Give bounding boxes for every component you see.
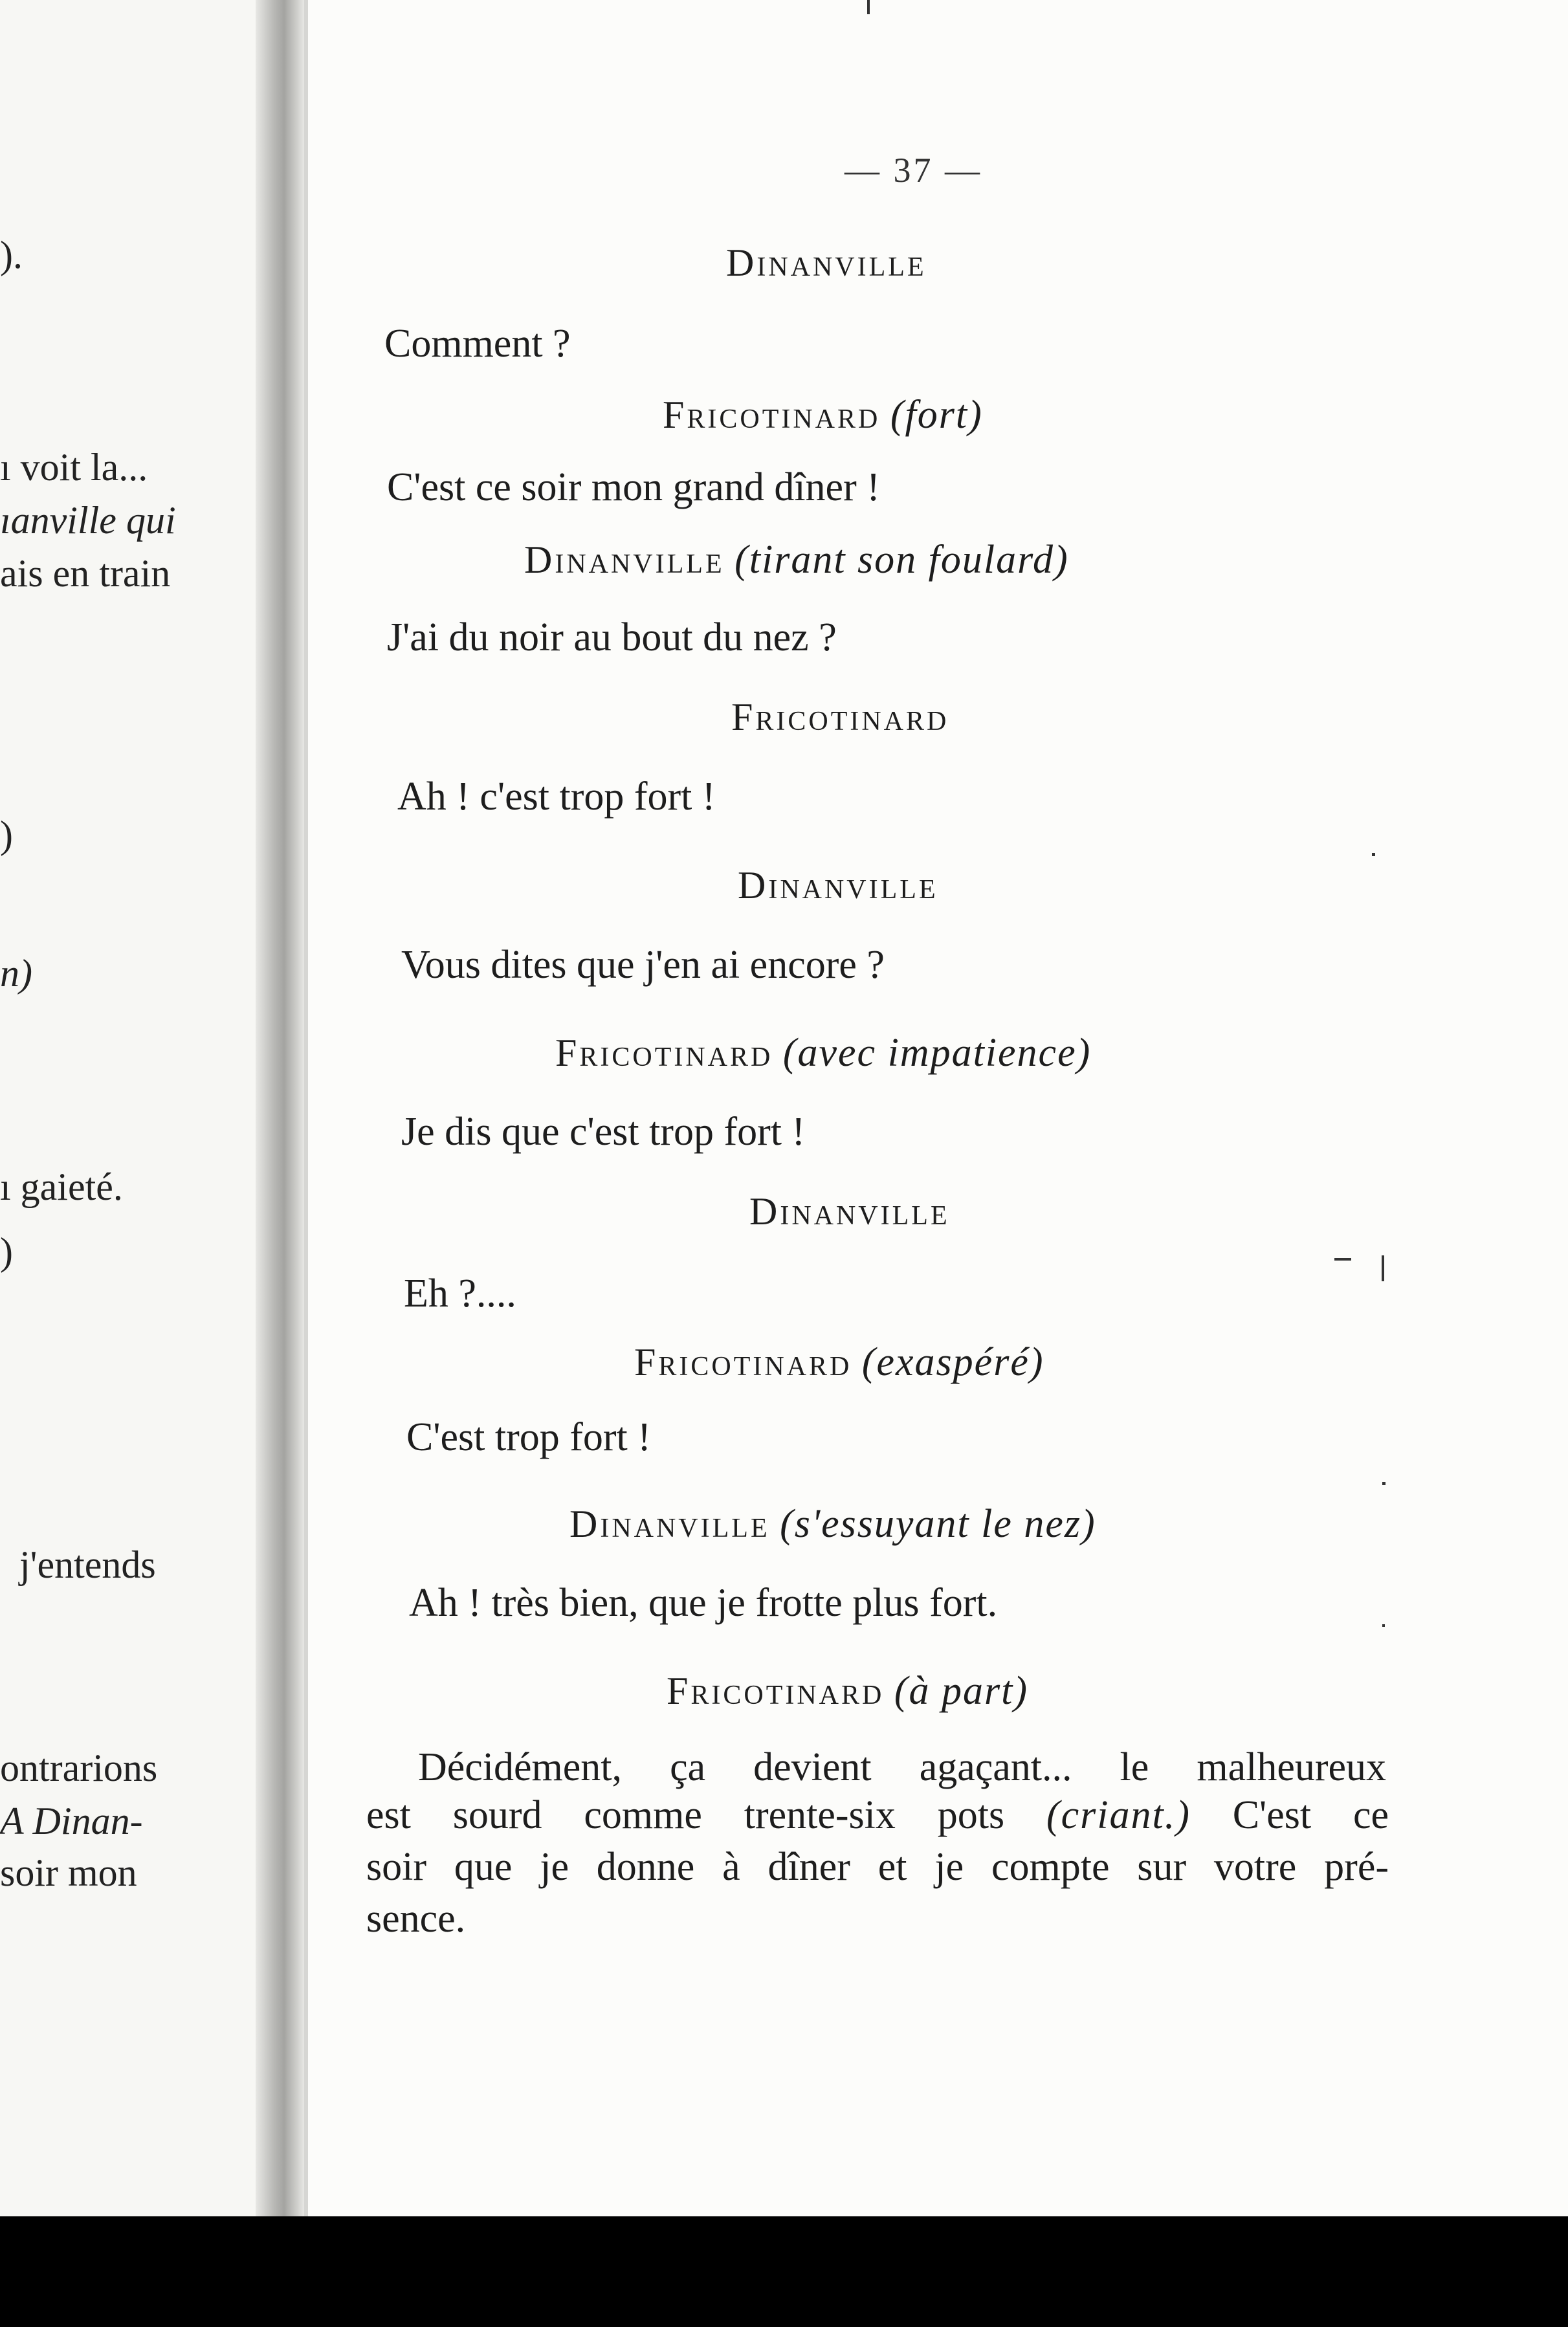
dialogue-line: Vous dites que j'en ai encore ? [401, 943, 885, 987]
speaker-heading: Dinanville [749, 1190, 950, 1233]
speaker-heading-row [667, 1668, 1028, 1714]
speaker-name: Fricotinard [634, 1341, 852, 1384]
speaker-heading: Fricotinard [731, 696, 949, 738]
scan-speck [867, 0, 870, 14]
scan-bottom-border [0, 2216, 1568, 2327]
dialogue-line: Comment ? [384, 322, 571, 366]
dialogue-line: J'ai du noir au bout du nez ? [387, 615, 837, 659]
left-text-line: ı voit la... [0, 446, 148, 489]
dialogue-line: Je dis que c'est trop fort ! [401, 1110, 806, 1154]
speaker-name: Fricotinard [663, 393, 881, 436]
stage-direction: (exaspéré) [861, 1340, 1044, 1384]
left-facing-page [0, 0, 256, 2216]
stage-direction: (fort) [890, 393, 983, 437]
paragraph-line: soir que je donne à dîner et je compte sur votre pré- [366, 1845, 1389, 1889]
paragraph-text: C'est ce [1190, 1793, 1389, 1837]
speaker-heading: Dinanville [726, 241, 927, 284]
scan-speck [1382, 1624, 1385, 1627]
scan-speck [1334, 1258, 1351, 1261]
page-number: — 37 — [845, 151, 982, 190]
speaker-heading-row [524, 537, 1069, 583]
stage-direction: (avec impatience) [782, 1031, 1092, 1075]
paragraph-line: sence. [366, 1897, 466, 1941]
stage-direction: (à part) [894, 1669, 1029, 1713]
left-text-line: ). [0, 234, 23, 276]
left-text-line: ıanville qui [0, 499, 176, 542]
scan-speck [1382, 1482, 1386, 1485]
speaker-heading-row [634, 1340, 1044, 1385]
paragraph-line: Décidément, ça devient agaçant... le malheureux [418, 1745, 1386, 1789]
stage-direction: (s'essuyant le nez) [780, 1502, 1096, 1546]
left-text-line: n) [0, 952, 32, 995]
scan-speck [1372, 853, 1375, 856]
speaker-heading-row [569, 1501, 1096, 1547]
speaker-heading-row [555, 1030, 1091, 1076]
left-text-line: ontrarions [0, 1747, 158, 1789]
speaker-heading-row [663, 392, 983, 438]
stage-direction: (criant.) [1046, 1793, 1191, 1837]
speaker-name: Dinanville [569, 1503, 770, 1545]
left-text-line: ais en train [0, 552, 171, 595]
dialogue-line: Ah ! très bien, que je frotte plus fort. [409, 1581, 998, 1625]
left-text-line: ı gaieté. [0, 1165, 123, 1208]
stage-direction: (tirant son foulard) [734, 538, 1069, 582]
left-text-line: j'entends [19, 1543, 156, 1586]
left-text-line: soir mon [0, 1851, 137, 1894]
left-text-line: ) [0, 1230, 13, 1273]
left-text-line: A Dinan- [0, 1800, 143, 1842]
paragraph-line [366, 1792, 1389, 1838]
speaker-heading: Dinanville [738, 864, 938, 907]
dialogue-line: Ah ! c'est trop fort ! [397, 775, 716, 819]
dialogue-line: Eh ?.... [404, 1272, 516, 1316]
speaker-name: Dinanville [524, 538, 725, 581]
paragraph-text: est sourd comme trente-six pots [366, 1793, 1046, 1837]
book-gutter [256, 0, 307, 2216]
left-text-line: ) [0, 813, 13, 856]
dialogue-line: C'est ce soir mon grand dîner ! [387, 465, 880, 509]
speaker-name: Fricotinard [555, 1031, 773, 1074]
speaker-name: Fricotinard [667, 1670, 885, 1712]
scan-speck [1382, 1255, 1384, 1281]
dialogue-line: C'est trop fort ! [406, 1415, 651, 1459]
